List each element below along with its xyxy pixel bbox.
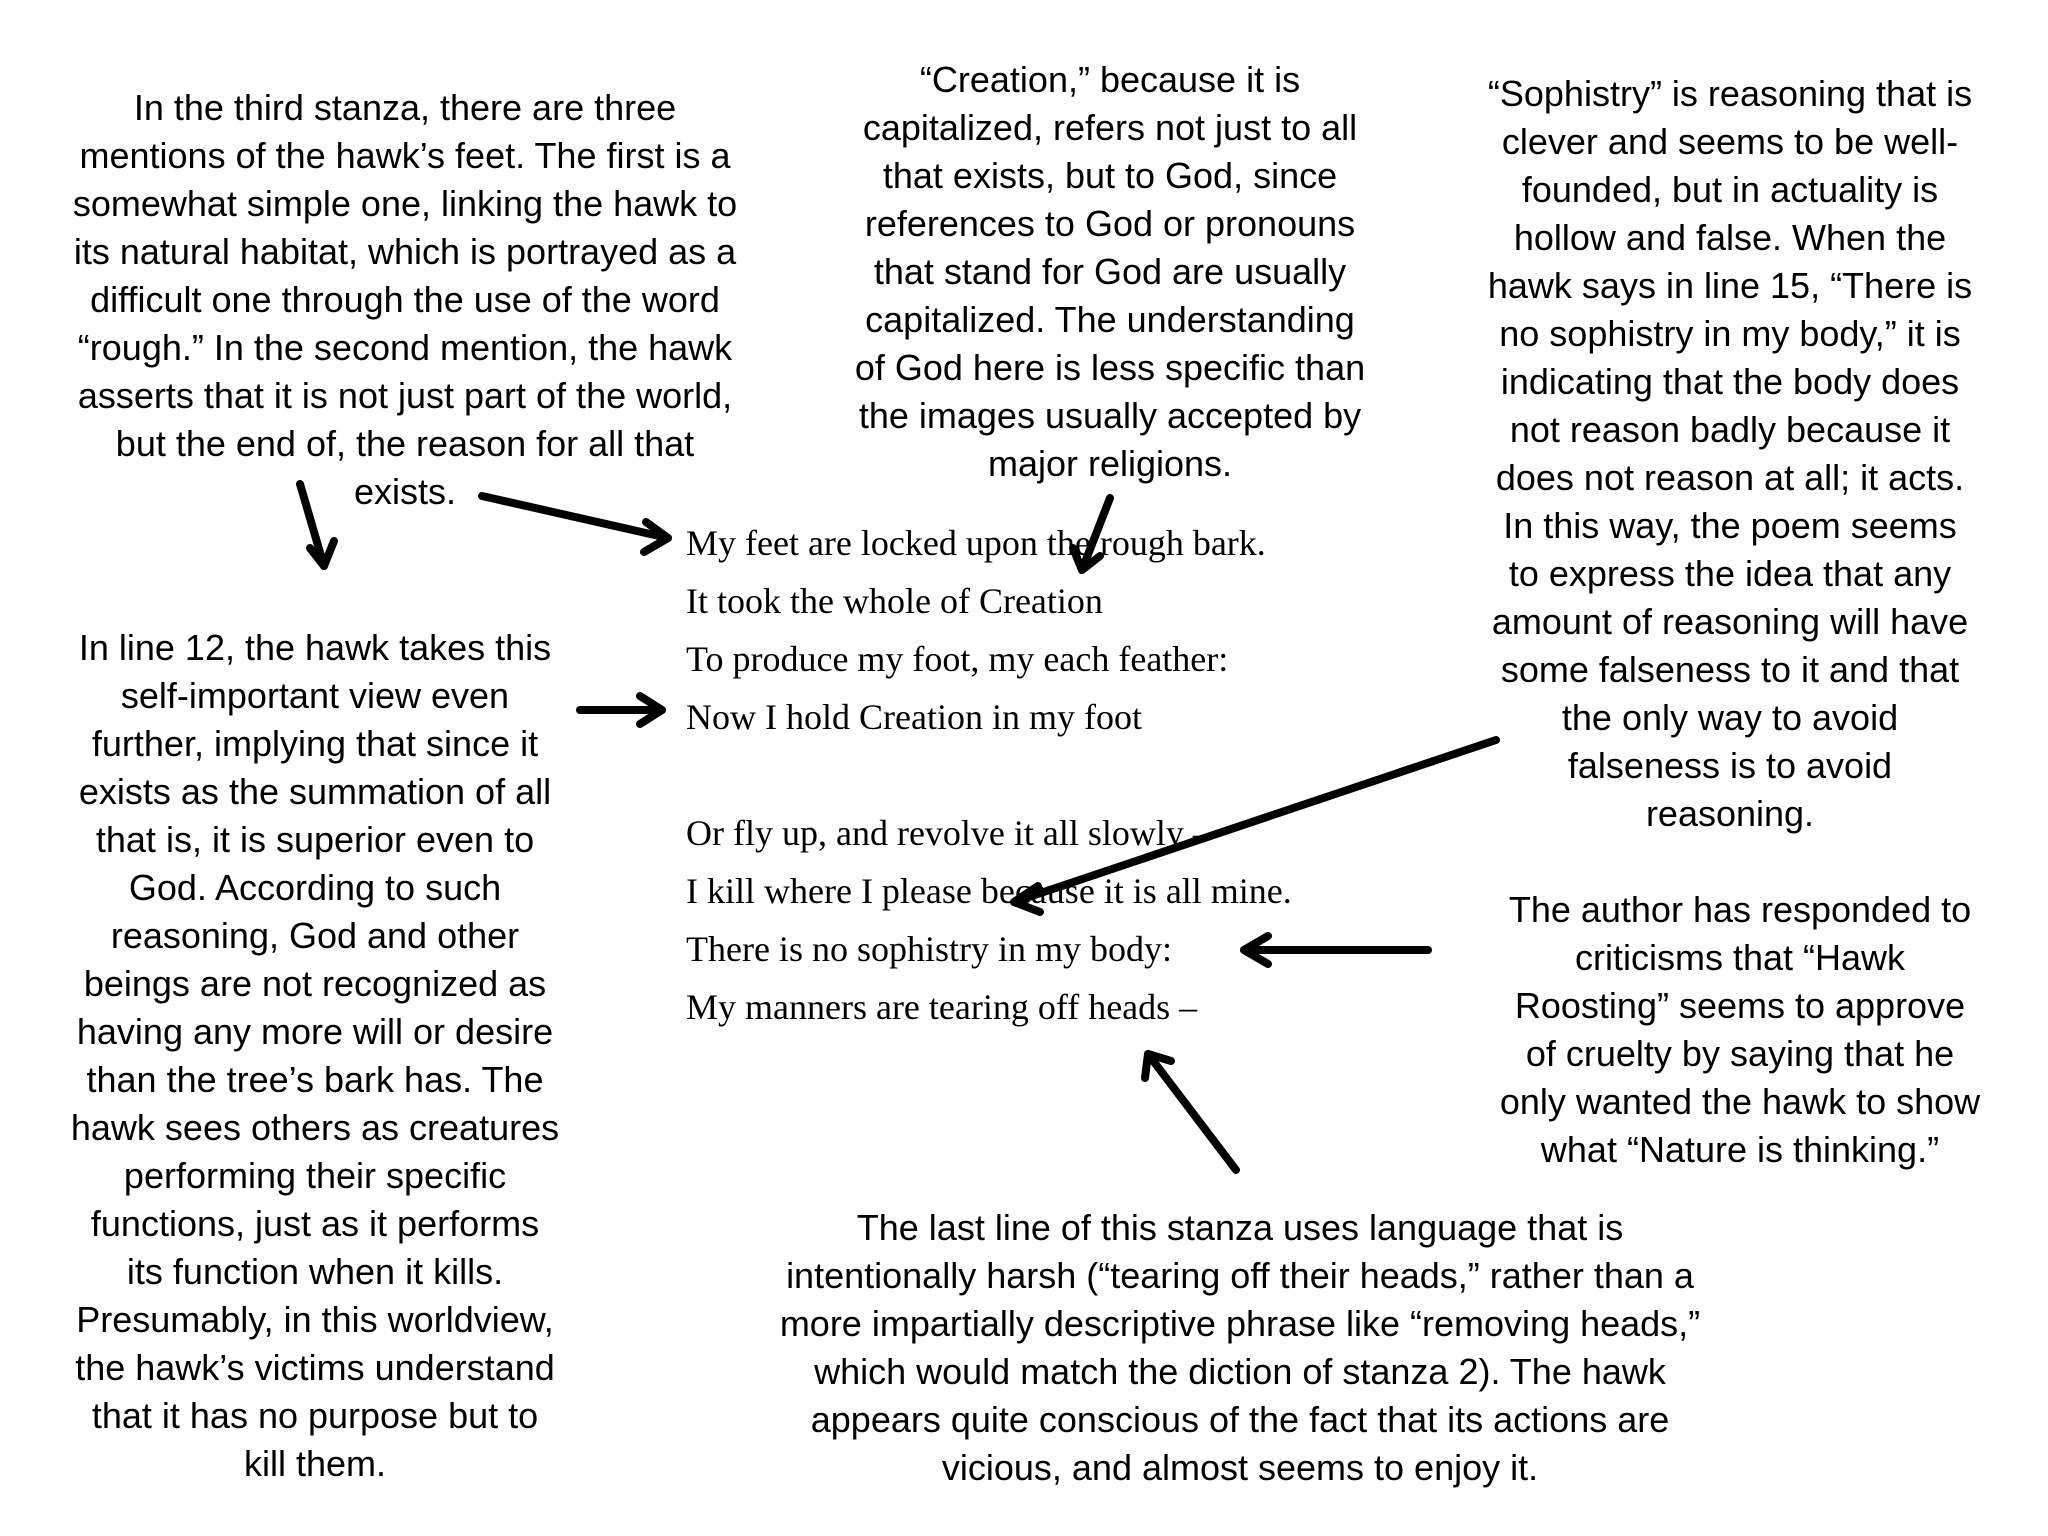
annotation-line: clever and seems to be well-: [1501, 121, 1959, 162]
annotation-line: falseness is to avoid: [1567, 745, 1893, 786]
annotation-line: than the tree’s bark has. The: [86, 1059, 544, 1100]
annotation-line: functions, just as it performs: [90, 1203, 540, 1244]
annotation-line: hawk says in line 15, “There is: [1487, 265, 1973, 306]
annotation-line: In line 12, the hawk takes this: [78, 627, 552, 668]
annotation-line: In this way, the poem seems: [1503, 505, 1957, 546]
annotation-line: some falseness to it and that: [1500, 649, 1960, 690]
annotation-line: the only way to avoid: [1561, 697, 1899, 738]
annotation-line: more impartially descriptive phrase like “removing heads,”: [779, 1303, 1701, 1344]
annotation-creation: [800, 56, 1420, 488]
annotation-line: that stand for God are usually: [873, 251, 1347, 292]
annotation-line: further, implying that since it: [91, 723, 539, 764]
annotation-line: what “Nature is thinking.”: [1540, 1129, 1940, 1170]
annotation-line: its natural habitat, which is portrayed as a: [73, 231, 737, 272]
annotation-author: [1460, 886, 2020, 1174]
annotation-line: only wanted the hawk to show: [1499, 1081, 1981, 1122]
annotation-line: of cruelty by saying that he: [1525, 1033, 1955, 1074]
annotation-line-12: [20, 624, 610, 1488]
annotation-line: asserts that it is not just part of the world,: [77, 375, 733, 416]
annotation-line: The author has responded to: [1508, 889, 1972, 930]
annotation-line: difficult one through the use of the word: [90, 279, 720, 320]
annotation-line: God. According to such: [128, 867, 502, 908]
annotation-third-stanza: [20, 84, 790, 516]
annotation-line: not reason badly because it: [1509, 409, 1951, 450]
annotation-line: beings are not recognized as: [83, 963, 547, 1004]
annotation-line: In the third stanza, there are three: [133, 87, 677, 128]
annotation-line: of God here is less specific than: [854, 347, 1366, 388]
annotation-line: “rough.” In the second mention, the hawk: [77, 327, 733, 368]
poem-line: My manners are tearing off heads –: [686, 987, 1198, 1027]
annotation-line: capitalized, refers not just to all: [862, 107, 1358, 148]
annotation-line: that is, it is superior even to: [95, 819, 535, 860]
annotation-line: the hawk’s victims understand: [75, 1347, 555, 1388]
annotation-line: hawk sees others as creatures: [70, 1107, 560, 1148]
annotation-line: capitalized. The understanding: [865, 299, 1355, 340]
annotation-line: performing their specific: [123, 1155, 507, 1196]
annotation-line: major religions.: [987, 443, 1233, 484]
poem-line: Now I hold Creation in my foot: [686, 697, 1142, 737]
annotation-line: “Sophistry” is reasoning that is: [1487, 73, 1973, 114]
annotation-line: Roosting” seems to approve: [1514, 985, 1966, 1026]
annotation-line: reasoning, God and other: [110, 915, 520, 956]
annotation-sophistry: [1440, 70, 2020, 838]
annotation-line: having any more will or desire: [76, 1011, 554, 1052]
annotation-line: no sophistry in my body,” it is: [1499, 313, 1961, 354]
poem-excerpt: [686, 514, 1292, 1036]
poem-line: I kill where I please because it is all mine.: [686, 871, 1292, 911]
annotation-line: “Creation,” because it is: [919, 59, 1301, 100]
annotation-line: reasoning.: [1645, 793, 1815, 834]
stanza-break: [686, 746, 1292, 804]
annotation-line: Presumably, in this worldview,: [76, 1299, 554, 1340]
annotation-line: somewhat simple one, linking the hawk to: [72, 183, 738, 224]
poem-line: It took the whole of Creation: [686, 581, 1103, 621]
poem-line: To produce my foot, my each feather:: [686, 639, 1229, 679]
annotation-line: references to God or pronouns: [864, 203, 1356, 244]
poem-line: Or fly up, and revolve it all slowly –: [686, 813, 1211, 853]
annotation-line: intentionally harsh (“tearing off their heads,” rather than a: [786, 1255, 1694, 1296]
annotation-line: founded, but in actuality is: [1521, 169, 1939, 210]
annotation-line: but the end of, the reason for all that: [115, 423, 695, 464]
annotation-line: hollow and false. When the: [1513, 217, 1947, 258]
poem-line: My feet are locked upon the rough bark.: [686, 523, 1266, 563]
annotation-line: amount of reasoning will have: [1491, 601, 1969, 642]
poem-line: There is no sophistry in my body:: [686, 929, 1172, 969]
annotation-line: The last line of this stanza uses language that is: [856, 1207, 1624, 1248]
annotation-line: its function when it kills.: [126, 1251, 504, 1292]
annotation-line: indicating that the body does: [1500, 361, 1960, 402]
annotation-line: that exists, but to God, since: [882, 155, 1338, 196]
annotation-line: exists.: [353, 471, 457, 512]
annotation-line: criticisms that “Hawk: [1574, 937, 1906, 978]
annotation-line: which would match the diction of stanza 2). The hawk: [814, 1351, 1666, 1392]
annotation-line: does not reason at all; it acts.: [1495, 457, 1965, 498]
annotation-last-line: [700, 1204, 1780, 1492]
annotation-line: that it has no purpose but to: [91, 1395, 539, 1436]
arrow-to-last-line: [1145, 1054, 1236, 1170]
annotation-line: to express the idea that any: [1508, 553, 1952, 594]
annotation-line: exists as the summation of all: [78, 771, 552, 812]
annotation-line: self-important view even: [120, 675, 510, 716]
annotation-line: the images usually accepted by: [858, 395, 1362, 436]
annotation-line: vicious, and almost seems to enjoy it.: [941, 1447, 1539, 1488]
annotation-line: mentions of the hawk’s feet. The first is a: [79, 135, 731, 176]
annotation-line: appears quite conscious of the fact that its actions are: [810, 1399, 1670, 1440]
annotation-line: kill them.: [243, 1443, 387, 1484]
